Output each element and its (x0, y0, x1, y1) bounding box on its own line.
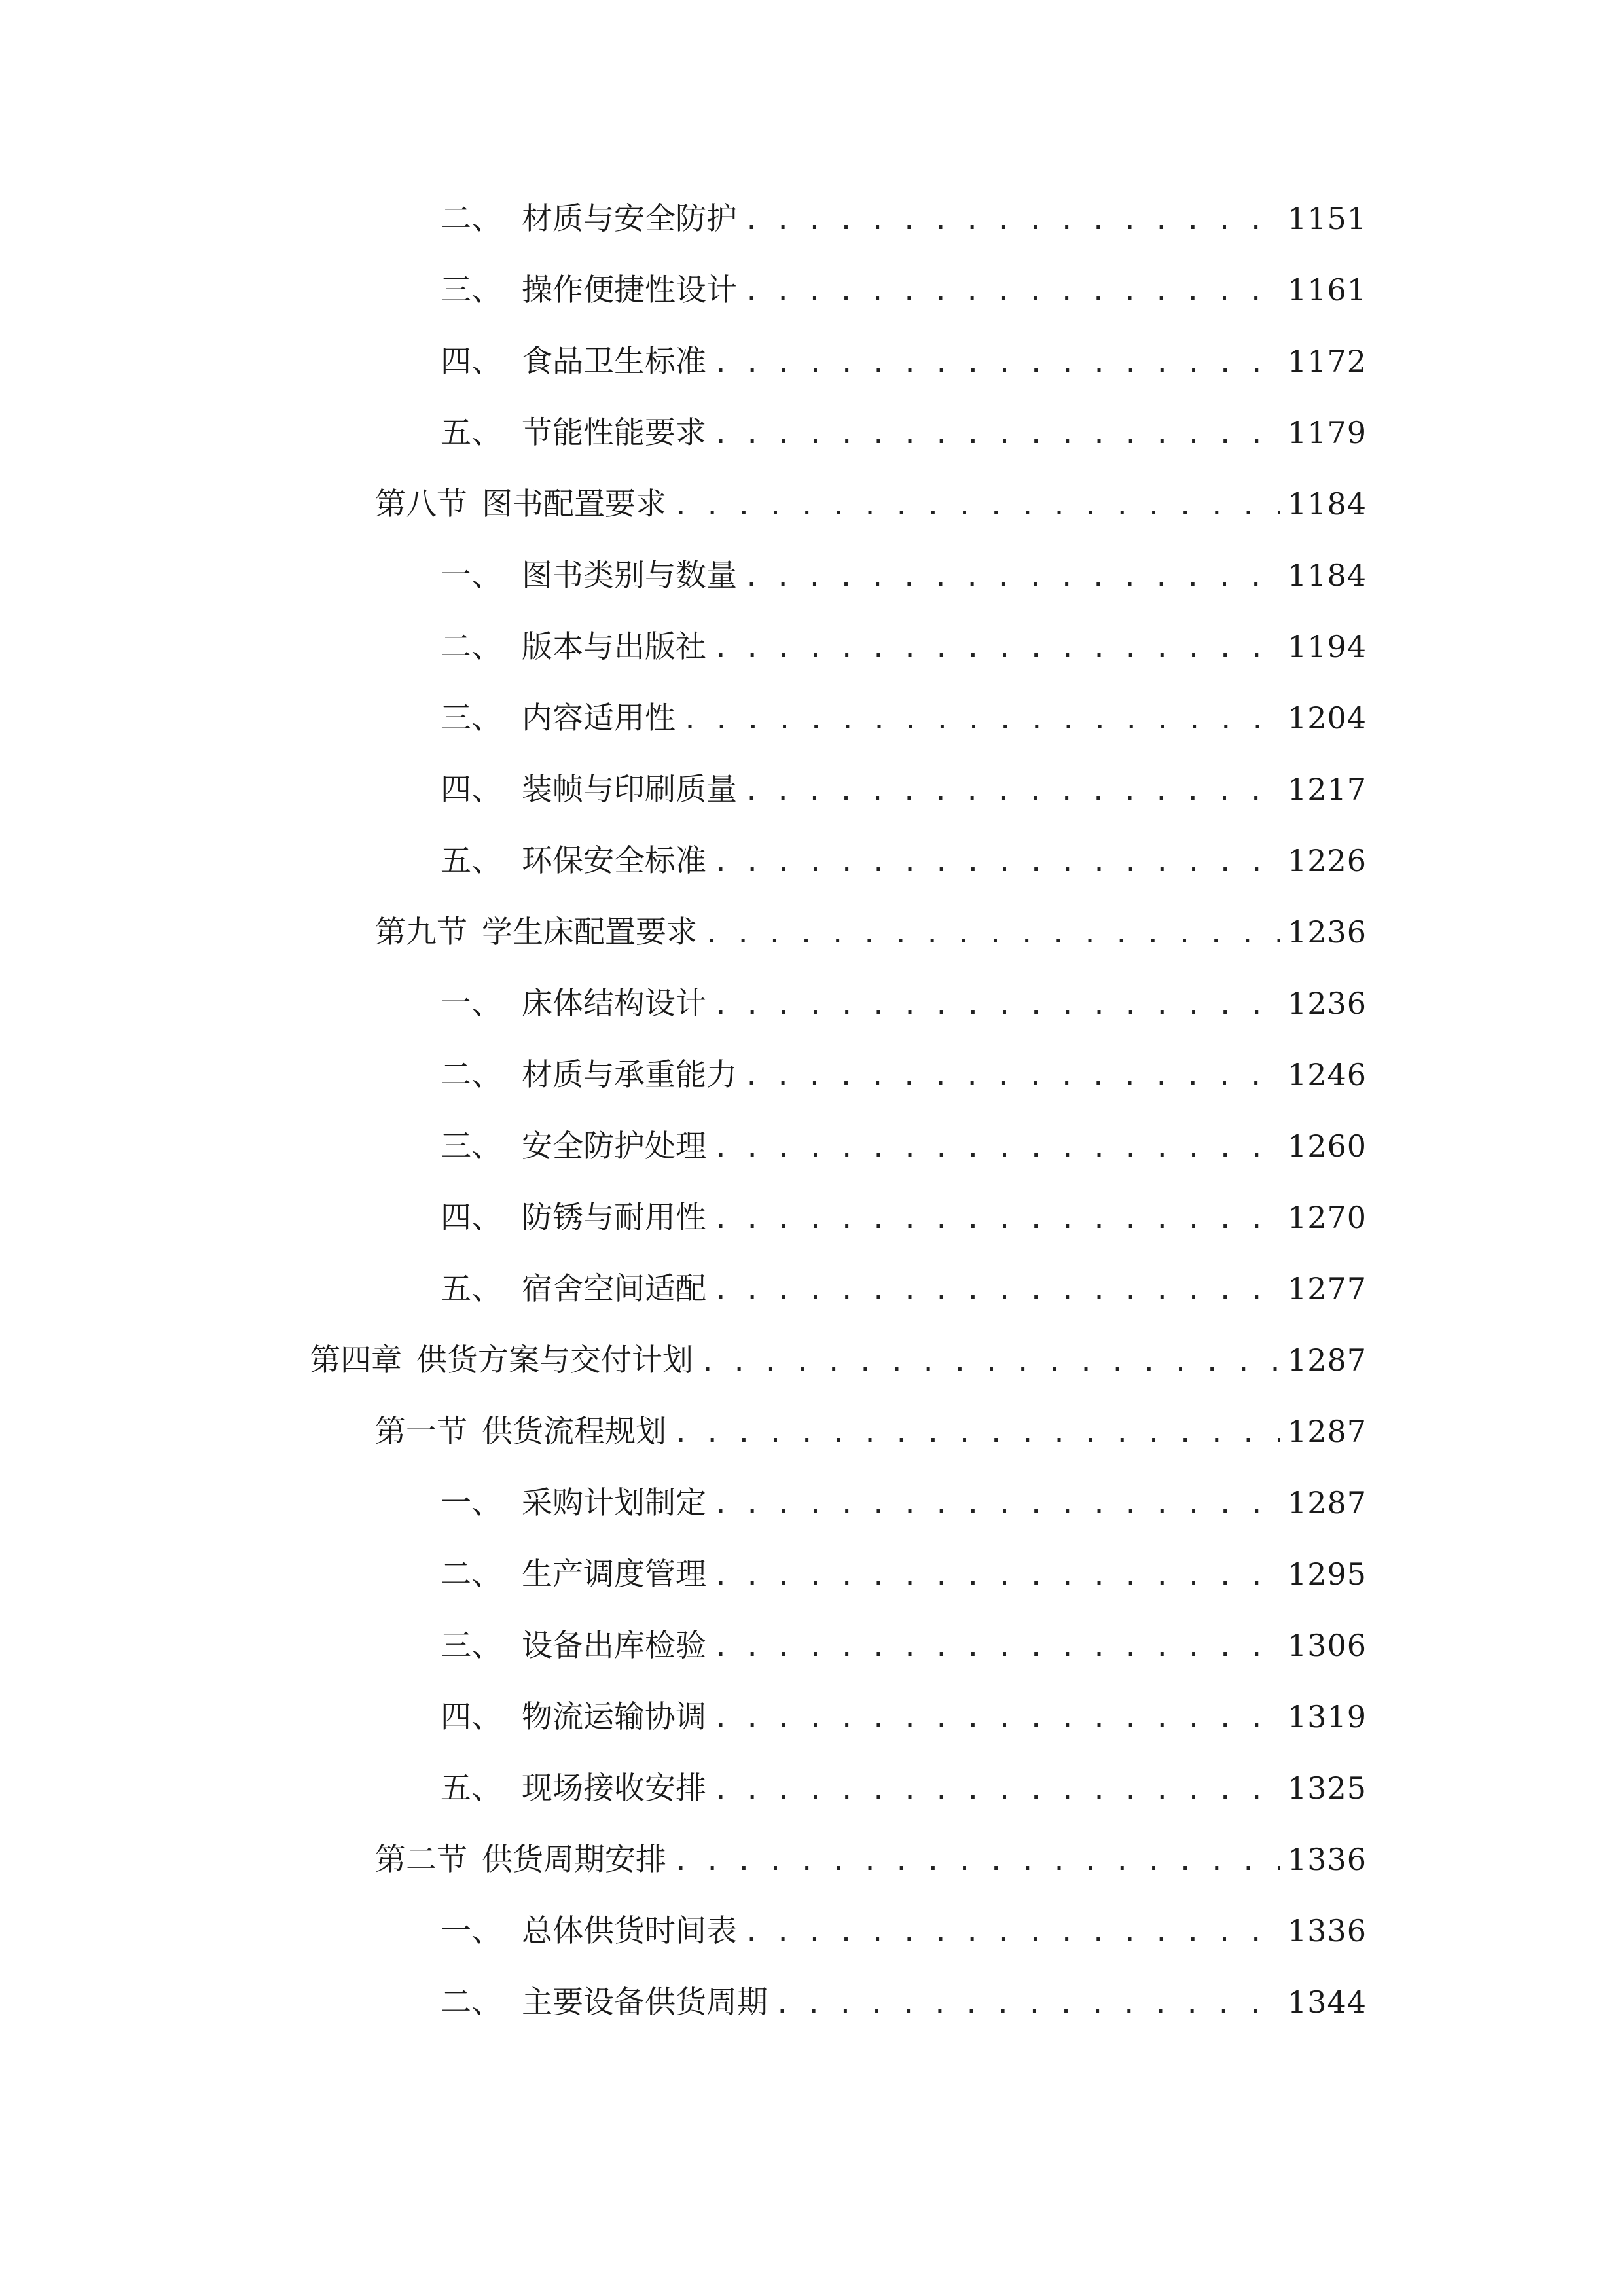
toc-entry-page-number: 1287 (1287, 1414, 1367, 1449)
toc-entry-number: 五、 (441, 415, 502, 451)
toc-entry-page-number: 1179 (1287, 415, 1367, 450)
toc-entry-page-number: 1306 (1287, 1628, 1367, 1663)
toc-dot-leader (713, 625, 1280, 672)
toc-entry-title: 物流运输协调 (522, 1699, 706, 1735)
toc-dot-leader (713, 340, 1280, 387)
toc-entry-title: 内容适用性 (522, 700, 676, 736)
toc-entry-page-number: 1277 (1287, 1271, 1367, 1306)
toc-entry[interactable] (441, 1051, 1367, 1098)
toc-entry-title: 操作便捷性设计 (522, 272, 737, 308)
toc-entry-number: 一、 (441, 986, 502, 1022)
toc-entry-page-number: 1184 (1287, 486, 1367, 522)
toc-entry-number: 三、 (441, 272, 502, 308)
toc-entry-page-number: 1204 (1287, 700, 1367, 736)
toc-entry[interactable] (441, 338, 1367, 385)
toc-entry[interactable] (441, 195, 1367, 242)
toc-entry-title: 节能性能要求 (522, 415, 706, 451)
toc-entry[interactable] (441, 1122, 1367, 1170)
toc-entry-number: 四、 (441, 1699, 502, 1735)
toc-entry[interactable] (441, 980, 1367, 1027)
toc-entry[interactable] (441, 409, 1367, 456)
toc-entry-number: 四、 (441, 344, 502, 380)
toc-entry[interactable] (375, 480, 1367, 528)
toc-entry-title: 宿舍空间适配 (522, 1271, 706, 1307)
toc-entry-title: 现场接收安排 (522, 1770, 706, 1806)
toc-entry[interactable] (441, 266, 1367, 314)
toc-entry-number: 二、 (441, 629, 502, 665)
toc-entry-number: 二、 (441, 1984, 502, 2020)
toc-entry[interactable] (375, 1836, 1367, 1883)
toc-entry-page-number: 1236 (1287, 914, 1367, 950)
toc-entry-page-number: 1287 (1287, 1342, 1367, 1378)
toc-entry[interactable] (441, 623, 1367, 670)
toc-entry[interactable] (441, 1551, 1367, 1598)
toc-dot-leader (673, 482, 1280, 529)
toc-entry-title: 学生床配置要求 (482, 914, 697, 950)
toc-entry-number: 二、 (441, 1057, 502, 1093)
toc-entry[interactable] (441, 1265, 1367, 1312)
toc-entry-number: 一、 (441, 1913, 502, 1949)
toc-dot-leader (744, 197, 1280, 244)
toc-entry-page-number: 1226 (1287, 843, 1367, 878)
toc-dot-leader (713, 839, 1280, 886)
toc-entry[interactable] (441, 1907, 1367, 1954)
toc-dot-leader (713, 1481, 1280, 1528)
toc-dot-leader (700, 1338, 1280, 1386)
toc-entry-number: 二、 (441, 1556, 502, 1592)
toc-entry[interactable] (441, 1194, 1367, 1241)
toc-dot-leader (673, 1410, 1280, 1457)
toc-entry-title: 材质与安全防护 (522, 201, 737, 237)
toc-entry-title: 床体结构设计 (522, 986, 706, 1022)
toc-entry-page-number: 1336 (1287, 1842, 1367, 1877)
toc-dot-leader (744, 1053, 1280, 1100)
toc-dot-leader (713, 1267, 1280, 1314)
toc-entry-page-number: 1161 (1287, 272, 1367, 308)
toc-entry-page-number: 1344 (1287, 1984, 1367, 2020)
toc-entry-number: 五、 (441, 1770, 502, 1806)
toc-entry-number: 五、 (441, 1271, 502, 1307)
toc-entry-page-number: 1336 (1287, 1913, 1367, 1948)
toc-entry-title: 安全防护处理 (522, 1128, 706, 1164)
toc-entry-number: 五、 (441, 843, 502, 879)
toc-entry-number: 第二节 (375, 1842, 467, 1878)
toc-entry-page-number: 1172 (1287, 344, 1367, 379)
toc-entry[interactable] (441, 1622, 1367, 1669)
toc-entry-number: 第八节 (375, 486, 467, 522)
toc-entry-title: 图书配置要求 (482, 486, 666, 522)
toc-entry-page-number: 1217 (1287, 772, 1367, 807)
toc-entry-page-number: 1194 (1287, 629, 1367, 664)
toc-entry-title: 版本与出版社 (522, 629, 706, 665)
toc-entry-number: 四、 (441, 772, 502, 808)
toc-dot-leader (682, 696, 1280, 744)
toc-entry-page-number: 1319 (1287, 1699, 1367, 1734)
toc-entry-page-number: 1325 (1287, 1770, 1367, 1806)
toc-entry-title: 生产调度管理 (522, 1556, 706, 1592)
toc-entry-page-number: 1270 (1287, 1200, 1367, 1235)
toc-entry-title: 供货流程规划 (482, 1414, 666, 1450)
toc-entry-title: 供货方案与交付计划 (416, 1342, 693, 1378)
toc-entry-number: 二、 (441, 201, 502, 237)
toc-entry[interactable] (375, 1408, 1367, 1455)
toc-entry[interactable] (441, 837, 1367, 884)
toc-entry-number: 第四章 (310, 1342, 402, 1378)
toc-entry-number: 三、 (441, 700, 502, 736)
toc-entry-title: 材质与承重能力 (522, 1057, 737, 1093)
toc-entry-title: 环保安全标准 (522, 843, 706, 879)
toc-entry[interactable] (441, 552, 1367, 599)
toc-entry[interactable] (310, 1336, 1367, 1384)
toc-entry-number: 第九节 (375, 914, 467, 950)
toc-dot-leader (744, 768, 1280, 815)
toc-entry-number: 一、 (441, 1485, 502, 1521)
toc-dot-leader (713, 1196, 1280, 1243)
toc-dot-leader (673, 1838, 1280, 1885)
toc-entry-title: 防锈与耐用性 (522, 1200, 706, 1236)
toc-entry[interactable] (375, 908, 1367, 956)
toc-dot-leader (744, 268, 1280, 315)
toc-entry-number: 三、 (441, 1628, 502, 1664)
toc-entry-title: 图书类别与数量 (522, 558, 737, 594)
toc-entry-title: 装帧与印刷质量 (522, 772, 737, 808)
toc-entry-page-number: 1151 (1287, 201, 1367, 236)
toc-dot-leader (713, 411, 1280, 458)
toc-entry-title: 采购计划制定 (522, 1485, 706, 1521)
toc-dot-leader (744, 554, 1280, 601)
toc-entry[interactable] (441, 1693, 1367, 1740)
toc-entry-title: 设备出库检验 (522, 1628, 706, 1664)
toc-dot-leader (704, 910, 1280, 958)
toc-entry-number: 第一节 (375, 1414, 467, 1450)
toc-entry[interactable] (441, 1479, 1367, 1526)
toc-dot-leader (713, 982, 1280, 1029)
toc-entry-page-number: 1246 (1287, 1057, 1367, 1092)
toc-dot-leader (713, 1695, 1280, 1742)
toc-entry-number: 三、 (441, 1128, 502, 1164)
toc-entry-page-number: 1287 (1287, 1485, 1367, 1520)
toc-entry-page-number: 1184 (1287, 558, 1367, 593)
toc-entry-title: 总体供货时间表 (522, 1913, 737, 1949)
toc-entry-page-number: 1236 (1287, 986, 1367, 1021)
toc-entry[interactable] (441, 1765, 1367, 1812)
toc-entry-page-number: 1260 (1287, 1128, 1367, 1164)
toc-entry[interactable] (441, 1979, 1367, 2026)
toc-entry-title: 食品卫生标准 (522, 344, 706, 380)
toc-entry-number: 一、 (441, 558, 502, 594)
toc-entry-number: 四、 (441, 1200, 502, 1236)
toc-entry-page-number: 1295 (1287, 1556, 1367, 1592)
toc-dot-leader (713, 1767, 1280, 1814)
toc-dot-leader (713, 1124, 1280, 1172)
toc-dot-leader (744, 1909, 1280, 1956)
toc-entry-title: 主要设备供货周期 (522, 1984, 768, 2020)
toc-entry[interactable] (441, 694, 1367, 742)
toc-dot-leader (713, 1552, 1280, 1600)
toc-entry[interactable] (441, 766, 1367, 813)
toc-entry-title: 供货周期安排 (482, 1842, 666, 1878)
toc-dot-leader (713, 1624, 1280, 1671)
toc-dot-leader (774, 1981, 1280, 2028)
